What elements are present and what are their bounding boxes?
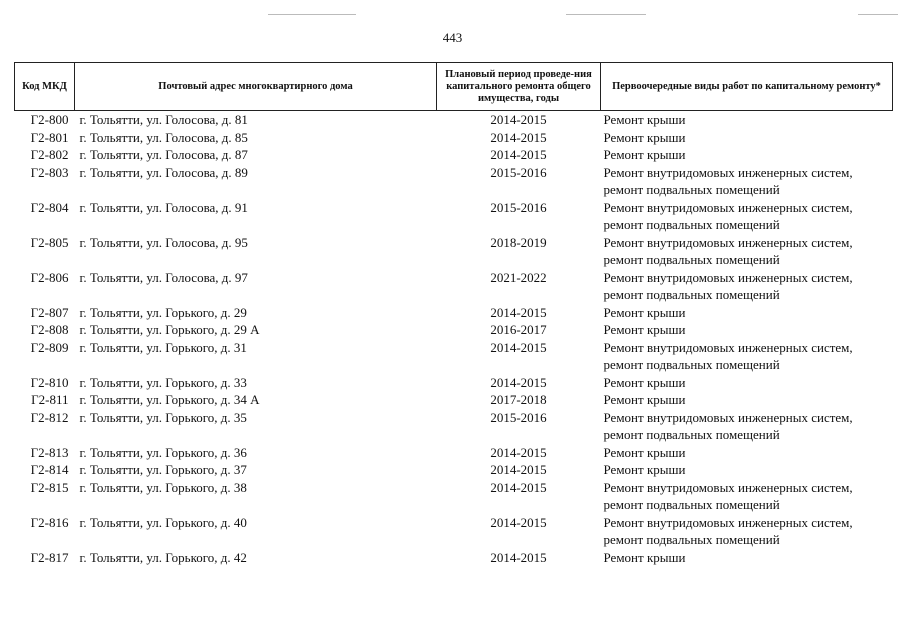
table-row [15,374,893,392]
cell-code: Г2-806 [30,269,69,285]
table-row [15,479,893,514]
table-row [15,234,893,269]
table-row [15,461,893,479]
cell-address: г. Тольятти, ул. Горького, д. 42 [79,549,247,565]
cell-code: Г2-811 [31,392,69,407]
table-row [15,199,893,234]
cell-address: г. Тольятти, ул. Горького, д. 38 [79,479,247,495]
cell-code: Г2-801 [30,129,69,145]
header-work-types: Первоочередные виды работ по капитальному ремонту* [601,63,893,111]
cell-period: 2014-2015 [490,129,547,145]
cell-work: Ремонт внутридомовых инженерных систем, ремонт подвальных помещений [603,409,853,442]
table-header-row [15,63,893,111]
table-row [15,304,893,322]
cell-address: г. Тольятти, ул. Голосова, д. 81 [79,112,248,127]
cell-period: 2014-2015 [490,462,547,477]
cell-work: Ремонт крыши [603,129,686,145]
table-row [15,391,893,409]
table-row [15,321,893,339]
cell-code: Г2-800 [30,112,69,127]
scan-artifact-line [268,14,356,15]
cell-code: Г2-807 [30,304,69,320]
cell-work: Ремонт внутридомовых инженерных систем, ремонт подвальных помещений [603,234,853,267]
cell-code: Г2-803 [30,164,69,180]
cell-period: 2014-2015 [490,514,547,530]
cell-period: 2017-2018 [490,392,547,407]
cell-work: Ремонт крыши [603,392,686,407]
header-code: Код МКД [15,63,75,111]
cell-code: Г2-808 [30,322,69,337]
table-row [15,269,893,304]
header-address: Почтовый адрес многоквартирного дома [75,63,437,111]
cell-address: г. Тольятти, ул. Горького, д. 29 [79,304,247,320]
cell-address: г. Тольятти, ул. Голосова, д. 97 [79,269,248,285]
cell-code: Г2-817 [30,549,69,565]
cell-code: Г2-804 [30,199,69,215]
table-row [15,111,893,129]
cell-code: Г2-809 [30,339,69,355]
cell-work: Ремонт крыши [603,549,686,565]
cell-work: Ремонт крыши [603,374,686,390]
cell-work: Ремонт внутридомовых инженерных систем, ремонт подвальных помещений [603,479,853,512]
cell-work: Ремонт внутридомовых инженерных систем, ремонт подвальных помещений [603,269,853,302]
cell-period: 2014-2015 [490,147,547,162]
table-row [15,339,893,374]
cell-address: г. Тольятти, ул. Голосова, д. 89 [79,164,248,180]
cell-period: 2018-2019 [490,234,547,250]
cell-code: Г2-805 [30,234,69,250]
cell-address: г. Тольятти, ул. Голосова, д. 95 [79,234,248,250]
cell-code: Г2-816 [30,514,69,530]
page-number: 443 [442,30,463,45]
table-row [15,129,893,147]
cell-code: Г2-810 [30,374,69,390]
cell-address: г. Тольятти, ул. Горького, д. 29 А [79,322,260,337]
cell-address: г. Тольятти, ул. Голосова, д. 87 [79,147,248,162]
cell-address: г. Тольятти, ул. Горького, д. 35 [79,409,247,425]
cell-period: 2021-2022 [490,269,547,285]
cell-period: 2015-2016 [490,199,547,215]
repair-schedule-table [14,62,893,566]
cell-period: 2015-2016 [490,164,547,180]
table-row [15,444,893,462]
table-row [15,514,893,549]
table-row [15,146,893,164]
cell-code: Г2-802 [30,147,69,162]
cell-period: 2014-2015 [490,479,547,495]
cell-period: 2014-2015 [490,339,547,355]
cell-code: Г2-815 [30,479,69,495]
cell-address: г. Тольятти, ул. Горького, д. 31 [79,339,247,355]
cell-work: Ремонт крыши [603,462,686,477]
scan-artifact-line [566,14,646,15]
cell-work: Ремонт крыши [603,322,686,337]
cell-address: г. Тольятти, ул. Голосова, д. 91 [79,199,248,215]
cell-address: г. Тольятти, ул. Горького, д. 37 [79,462,247,477]
scan-artifact-line [858,14,898,15]
cell-address: г. Тольятти, ул. Горького, д. 40 [79,514,247,530]
cell-work: Ремонт внутридомовых инженерных систем, ремонт подвальных помещений [603,514,853,547]
cell-code: Г2-812 [30,409,69,425]
cell-code: Г2-813 [30,444,69,460]
cell-work: Ремонт внутридомовых инженерных систем, ремонт подвальных помещений [603,199,853,232]
cell-work: Ремонт крыши [603,112,686,127]
table-body [15,111,893,567]
cell-work: Ремонт внутридомовых инженерных систем, ремонт подвальных помещений [603,164,853,197]
cell-work: Ремонт внутридомовых инженерных систем, ремонт подвальных помещений [603,339,853,372]
header-period: Плановый период проведе-ния капитального ремонта общего имущества, годы [437,63,601,111]
cell-code: Г2-814 [30,462,69,477]
cell-period: 2016-2017 [490,322,547,337]
cell-period: 2014-2015 [490,304,547,320]
table-row [15,164,893,199]
cell-period: 2015-2016 [490,409,547,425]
cell-address: г. Тольятти, ул. Голосова, д. 85 [79,129,248,145]
table-row [15,409,893,444]
cell-work: Ремонт крыши [603,444,686,460]
cell-address: г. Тольятти, ул. Горького, д. 36 [79,444,247,460]
cell-address: г. Тольятти, ул. Горького, д. 34 А [79,392,260,407]
cell-work: Ремонт крыши [603,304,686,320]
cell-period: 2014-2015 [490,374,547,390]
cell-work: Ремонт крыши [603,147,686,162]
cell-period: 2014-2015 [490,549,547,565]
cell-period: 2014-2015 [490,444,547,460]
cell-period: 2014-2015 [490,112,547,127]
cell-address: г. Тольятти, ул. Горького, д. 33 [79,374,247,390]
table-row [15,549,893,567]
